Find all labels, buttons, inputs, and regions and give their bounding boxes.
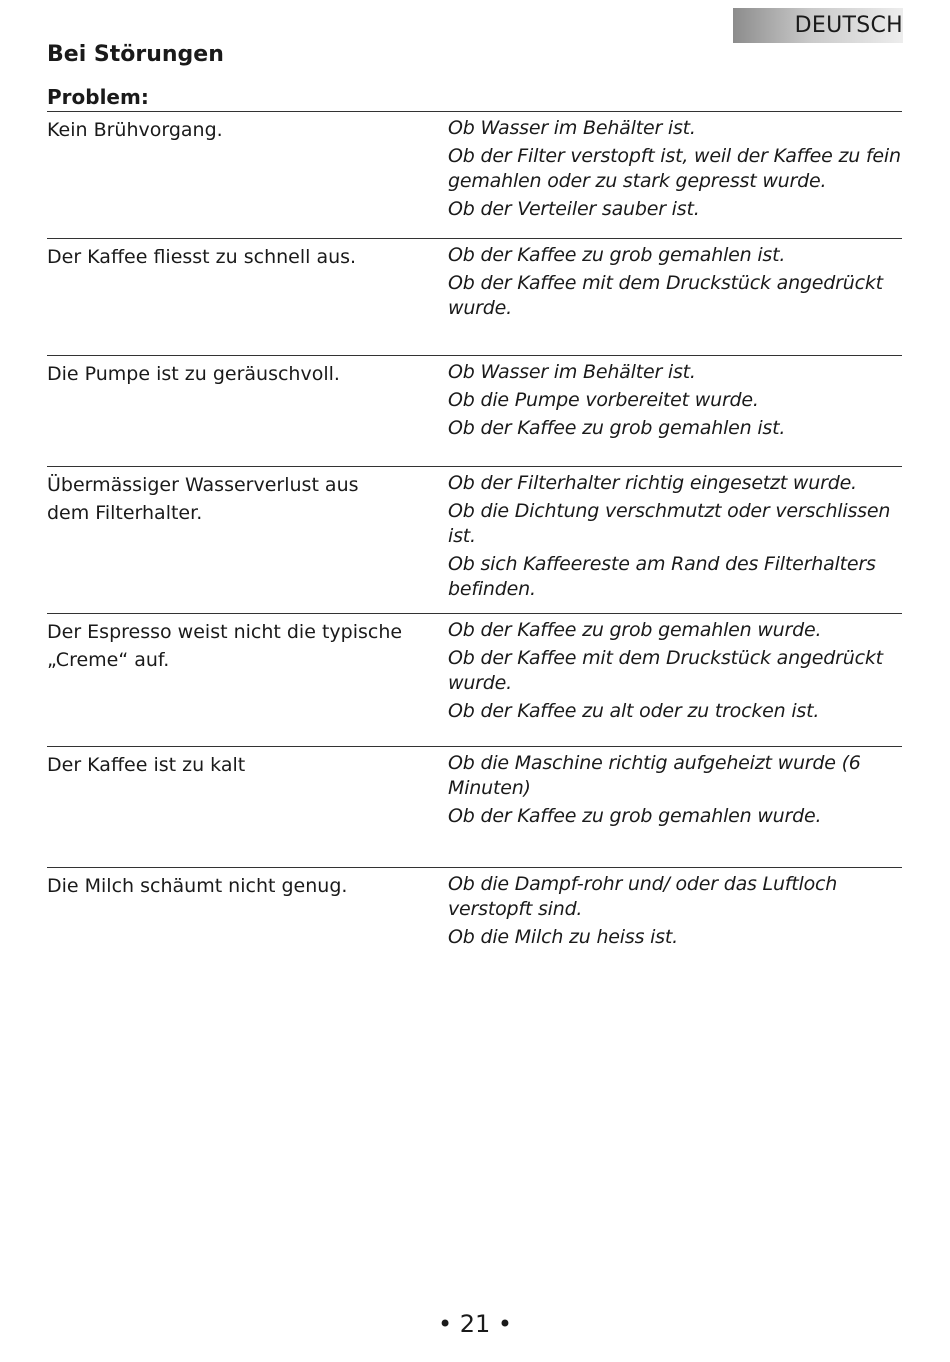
cause-item: Ob die Dampf-rohr und/ oder das Luftloch verstopft sind.	[448, 873, 838, 920]
cause-list	[448, 751, 918, 832]
language-tab	[733, 8, 903, 43]
cause-list	[448, 618, 918, 727]
cause-item: Ob der Filterhalter richtig eingesetzt wurde.	[448, 472, 857, 494]
table-row	[47, 746, 902, 867]
problem-text	[47, 471, 437, 527]
cause-list	[448, 872, 918, 953]
problem-line: „Creme“ auf.	[47, 649, 170, 671]
table-row	[47, 355, 902, 466]
cause-item: Ob der Kaffee zu alt oder zu trocken ist.	[448, 700, 820, 722]
problem-line: dem Filterhalter.	[47, 502, 203, 524]
cause-list	[448, 243, 918, 324]
cause-item: Ob die Milch zu heiss ist.	[448, 926, 678, 948]
table-row	[47, 867, 902, 967]
cause-item: Ob die Maschine richtig aufgeheizt wurde (6 Minuten)	[448, 752, 861, 799]
problem-text	[47, 618, 437, 674]
cause-item: Ob Wasser im Behälter ist.	[448, 361, 696, 383]
problem-line: Der Kaffee ist zu kalt	[47, 754, 246, 776]
problem-text	[47, 116, 437, 144]
section-title: Bei Störungen	[47, 42, 224, 67]
cause-item: Ob der Kaffee zu grob gemahlen wurde.	[448, 805, 822, 827]
language-label: DEUTSCH	[794, 13, 903, 38]
problem-line: Übermässiger Wasserverlust aus	[47, 474, 359, 496]
troubleshooting-table	[47, 111, 902, 967]
table-row	[47, 238, 902, 355]
cause-list	[448, 116, 918, 225]
cause-list	[448, 471, 918, 605]
table-row	[47, 613, 902, 746]
cause-item: Ob die Dichtung verschmutzt oder verschlissen ist.	[448, 500, 891, 547]
cause-list	[448, 360, 918, 444]
problem-text	[47, 872, 437, 900]
problem-line: Kein Brühvorgang.	[47, 119, 223, 141]
table-row	[47, 466, 902, 613]
cause-item: Ob der Verteiler sauber ist.	[448, 198, 700, 220]
page-number: • 21 •	[437, 1310, 513, 1338]
cause-item: Ob der Filter verstopft ist, weil der Kaffee zu fein gemahlen oder zu stark gepresst wurde.	[448, 145, 901, 192]
cause-item: Ob der Kaffee zu grob gemahlen wurde.	[448, 619, 822, 641]
problem-text	[47, 243, 437, 271]
table-row	[47, 111, 902, 238]
cause-item: Ob der Kaffee zu grob gemahlen ist.	[448, 417, 786, 439]
problem-line: Der Kaffee fliesst zu schnell aus.	[47, 246, 357, 268]
problem-line: Die Pumpe ist zu geräuschvoll.	[47, 363, 340, 385]
cause-item: Ob sich Kaffeereste am Rand des Filterhalters befinden.	[448, 553, 876, 600]
problem-line: Der Espresso weist nicht die typische	[47, 621, 403, 643]
cause-item: Ob der Kaffee zu grob gemahlen ist.	[448, 244, 786, 266]
problem-heading: Problem:	[47, 85, 149, 109]
cause-item: Ob Wasser im Behälter ist.	[448, 117, 696, 139]
problem-text	[47, 360, 437, 388]
problem-line: Die Milch schäumt nicht genug.	[47, 875, 348, 897]
cause-item: Ob die Pumpe vorbereitet wurde.	[448, 389, 759, 411]
cause-item: Ob der Kaffee mit dem Druckstück angedrückt wurde.	[448, 647, 883, 694]
problem-text	[47, 751, 437, 779]
cause-item: Ob der Kaffee mit dem Druckstück angedrückt wurde.	[448, 272, 883, 319]
